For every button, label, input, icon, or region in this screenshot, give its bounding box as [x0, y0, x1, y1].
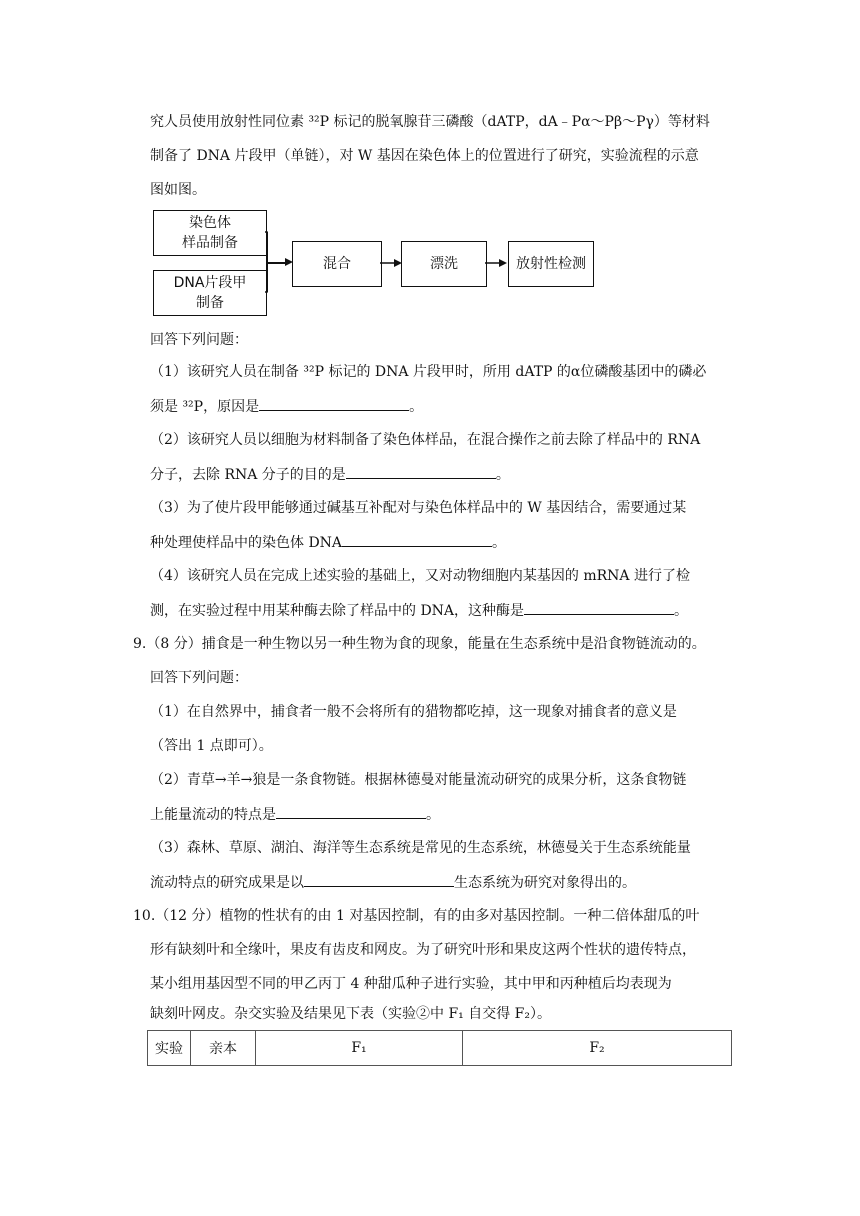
q10-line-4: 缺刻叶网皮。杂交实验及结果见下表（实验②中 F₁ 自交得 F₂）。: [150, 1006, 552, 1022]
q9-part1-b: （答出 1 点即可）。: [150, 738, 273, 754]
answer-blank[interactable]: [276, 804, 426, 819]
flow-box-mix: 混合: [292, 241, 382, 287]
answer-blank[interactable]: [342, 532, 492, 547]
arrow-right-icon: [485, 255, 509, 271]
answer-blank[interactable]: [304, 872, 454, 887]
q9-heading: 9.（8 分）捕食是一种生物以另一种生物为食的现象，能量在生态系统中是沿食物链流动的。: [133, 636, 706, 652]
q10-line-2: 形有缺刻叶和全缘叶，果皮有齿皮和网皮。为了研究叶形和果皮这两个性状的遗传特点，: [150, 942, 696, 958]
q8-part4-a: （4）该研究人员在完成上述实验的基础上，又对动物细胞内某基因的 mRNA 进行了检: [150, 568, 690, 584]
experiment-table: [147, 1030, 732, 1066]
q8-prompt: 回答下列问题：: [150, 332, 248, 348]
q9-part1-a: （1）在自然界中，捕食者一般不会将所有的猎物都吃掉，这一现象对捕食者的意义是: [150, 704, 677, 720]
answer-blank[interactable]: [346, 464, 496, 479]
q8-part2-b: 分子，去除 RNA 分子的目的是 。: [150, 464, 510, 485]
table-header-cell: 实验: [148, 1031, 191, 1066]
q8-part1-b: 须是 ³²P，原因是 。: [150, 396, 423, 417]
q8-part1-a: （1）该研究人员在制备 ³²P 标记的 DNA 片段甲时，所用 dATP 的α位磷酸基团中的磷必: [150, 364, 707, 380]
flow-box-chromosome: 染色体 样品制备: [153, 210, 267, 256]
table-header-row: [148, 1031, 732, 1066]
q9-part2-b: 上能量流动的特点是 。: [150, 804, 440, 825]
q8-part4-b: 测，在实验过程中用某种酶去除了样品中的 DNA，这种酶是 。: [150, 600, 688, 621]
q9-part2-a: （2）青草→羊→狼是一条食物链。根据林德曼对能量流动研究的成果分析，这条食物链: [150, 772, 687, 788]
arrow-merge-icon: [240, 225, 300, 305]
answer-blank[interactable]: [524, 600, 674, 615]
q10-line-3: 某小组用基因型不同的甲乙丙丁 4 种甜瓜种子进行实验，其中甲和丙种植后均表现为: [150, 976, 672, 992]
flow-box-rinse: 漂洗: [401, 241, 487, 287]
table-header-cell: 亲本: [191, 1031, 256, 1066]
flow-box-dna: DNA片段甲 制备: [153, 270, 267, 316]
q8-part2-a: （2）该研究人员以细胞为材料制备了染色体样品，在混合操作之前去除了样品中的 RNA: [150, 432, 701, 448]
intro-line-2: 制备了 DNA 片段甲（单链），对 W 基因在染色体上的位置进行了研究，实验流程的示意: [150, 148, 699, 164]
q10-heading: 10.（12 分）植物的性状有的由 1 对基因控制，有的由多对基因控制。一种二倍体甜瓜的叶: [133, 908, 700, 924]
q8-part3-a: （3）为了使片段甲能够通过碱基互补配对与染色体样品中的 W 基因结合，需要通过某: [150, 500, 687, 516]
answer-blank[interactable]: [259, 396, 409, 411]
q9-part3-b: 流动特点的研究成果是以 生态系统为研究对象得出的。: [150, 872, 636, 893]
table-header-cell: F₂: [463, 1031, 732, 1066]
intro-line-3: 图如图。: [150, 182, 206, 198]
q9-prompt: 回答下列问题：: [150, 670, 248, 686]
table-header-cell: F₁: [256, 1031, 463, 1066]
q9-part3-a: （3）森林、草原、湖泊、海洋等生态系统是常见的生态系统，林德曼关于生态系统能量: [150, 840, 691, 856]
flow-box-detect: 放射性检测: [508, 241, 594, 287]
q8-part3-b: 种处理使样品中的染色体 DNA 。: [150, 532, 506, 553]
intro-line-1: 究人员使用放射性同位素 ³²P 标记的脱氧腺苷三磷酸（dATP，dA﹣Pα～Pβ～Pγ）等材料: [150, 114, 710, 130]
